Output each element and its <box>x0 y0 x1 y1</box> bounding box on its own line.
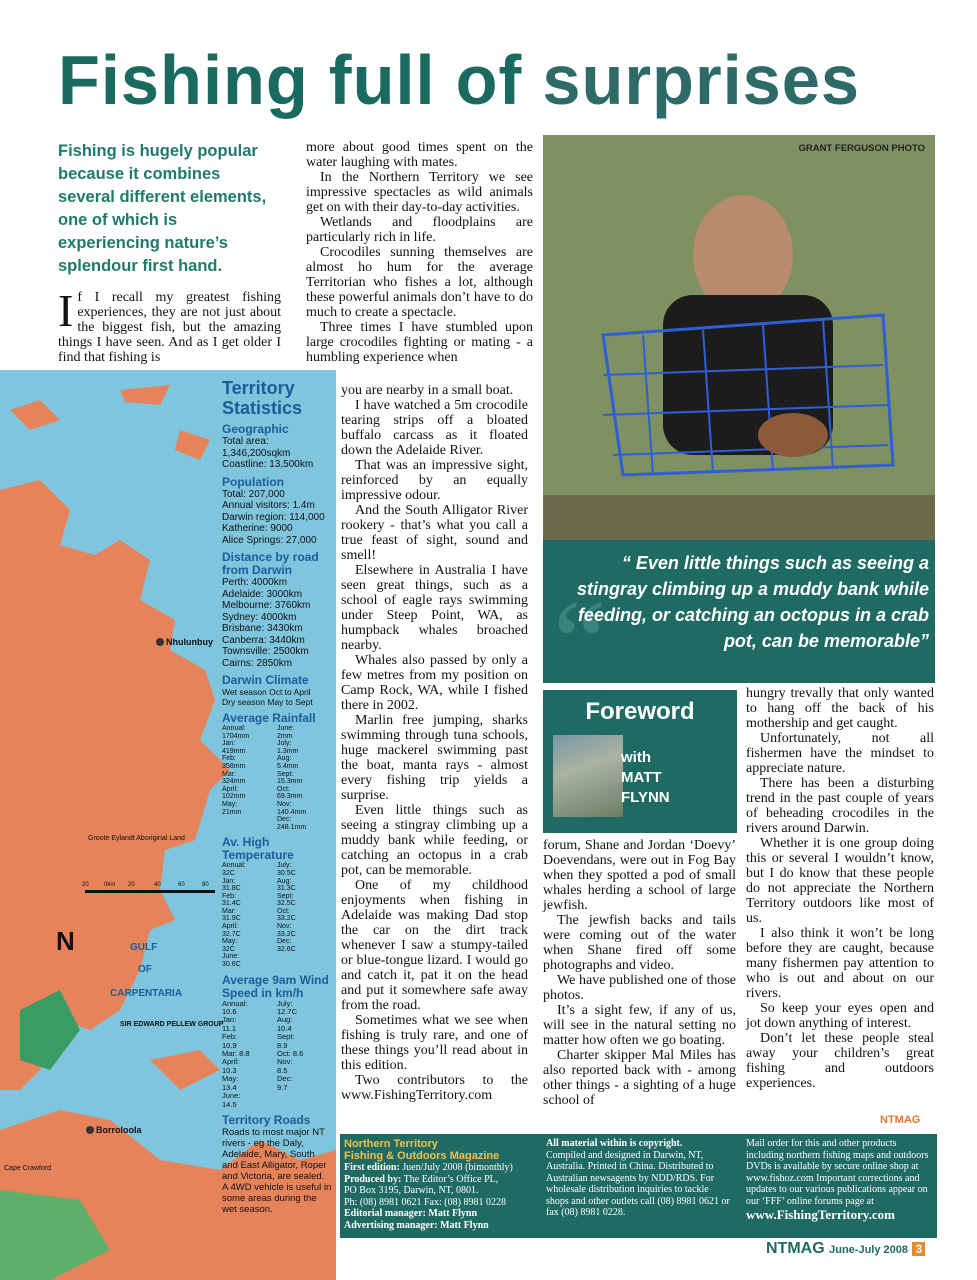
column-5 <box>746 686 934 1091</box>
produced-value: The Editor’s Office PL, <box>403 1173 499 1185</box>
col3-p: Elsewhere in Australia I have seen great things, such as a school of eagle rays swimming under Steep Point, WA, as humpback whales broached nearby. <box>341 563 528 653</box>
stats-title-1: Territory <box>222 378 295 398</box>
wind-cell: Jan: 11.1 <box>222 1015 237 1033</box>
wind-heading: Average 9am Wind Speed in km/h <box>222 972 329 1000</box>
page-number: 3 <box>912 1242 925 1256</box>
temp-cell: Dec: 32.6C <box>277 938 296 953</box>
headline <box>58 40 860 120</box>
dist-line: Cairns: 2850km <box>222 657 293 669</box>
pop-heading: Population <box>222 474 284 489</box>
wind-cell: May: 13.4 <box>222 1074 239 1092</box>
footer-issue: June-July 2008 <box>829 1244 908 1256</box>
dist-line: Brisbane: 3430km <box>222 623 303 634</box>
rain-cell: Mar: 324mm <box>222 770 246 786</box>
pellew-islands <box>150 1050 220 1090</box>
pop-line: Katherine: 9000 <box>222 523 293 534</box>
col3-p: Whales also passed by only a few metres from my position on Camp Rock, WA, while I fished there in 2002. <box>341 653 528 713</box>
intro-paragraph <box>58 285 281 365</box>
town-borroloola: Borroloola <box>96 1125 142 1135</box>
mag-name-2: Fishing & Outdoors Magazine <box>344 1150 500 1162</box>
rain-cell: Annual: <box>222 725 246 732</box>
geo-line: Total area: <box>222 436 269 447</box>
col3-p: One of my childhood enjoyments when fishing in Adelaide was making Dad stop the car on the dirt track whenever I saw a stumpy-tailed or blue-tongue lizard. I would go and catch it, pat it on the head and put it somewhere safe away from the road. <box>341 878 528 1013</box>
byline-author1: MATT <box>621 769 662 786</box>
dist-line: Melbourne: 3760km <box>222 600 311 611</box>
north-arrow-icon: N <box>56 926 75 956</box>
mail-order-text: Mail order for this and other products including northern fishing maps and outdoors DVDs is available by secure online shop at www.fishoz.com Important corrections and updates to our various publications appear on our ‘FFF’ online forums page at <box>746 1138 929 1207</box>
rain-cell: 1704mm <box>222 732 250 740</box>
label-carpentaria: CARPENTARIA <box>110 988 183 999</box>
byline-author2: FLYNN <box>621 789 670 806</box>
wind-cell: July: 12.7C <box>277 998 298 1017</box>
wind-cell: April: 10.3 <box>222 1057 240 1075</box>
col5-p: Don’t let these people steal away your children’s great fishing and outdoors experiences. <box>746 1031 934 1091</box>
editorial-manager: Editorial manager: Matt Flynn <box>344 1208 478 1219</box>
foreword-box <box>543 690 737 833</box>
quote-mark-icon: “ <box>553 575 607 683</box>
mag-name-1: Northern Territory <box>344 1138 438 1150</box>
pop-line: Alice Springs: 27,000 <box>222 534 317 546</box>
headline-part2: surprises <box>542 41 861 119</box>
wind-cell: June: 14.5 <box>222 1091 241 1109</box>
temp-cell: Annual: 32C <box>222 862 246 877</box>
temp-cell: May: 32C <box>222 938 238 953</box>
col3-p: That was an impressive sight, reinforced by an equally impressive odour. <box>341 458 528 503</box>
column-4 <box>543 838 736 1108</box>
town-groote: Groote Eylandt Aboriginal Land <box>88 835 185 842</box>
scale-tick: 20 <box>82 882 89 888</box>
rain-cell: Feb: 358mm <box>222 755 246 770</box>
wind-cell: Oct: 8.6 <box>277 1049 304 1059</box>
temp-cell: July: 30.5C <box>277 862 296 877</box>
crab-pot-photo <box>543 135 935 557</box>
pop-line: Total: 207,000 <box>222 488 285 500</box>
edition-label: First edition: <box>344 1162 400 1173</box>
geo-heading: Geographic <box>222 422 289 436</box>
wind-cell: Feb: 10.9 <box>222 1032 238 1050</box>
label-gulf: GULF <box>130 942 158 953</box>
wind-cell: Aug: 10.4 <box>277 1015 293 1033</box>
dist-line: Adelaide: 3000km <box>222 588 303 600</box>
foreword-byline <box>621 748 670 808</box>
scale-tick: 0km <box>104 882 116 888</box>
author-photo <box>553 735 623 817</box>
produced-label: Produced by: <box>344 1173 402 1185</box>
temp-cell: Nov: 33.2C <box>277 923 296 938</box>
col3-p: Sometimes what we see when fishing is truly rare, and one of these things you’ll read about in this edition. <box>341 1013 528 1073</box>
wind-table <box>222 1000 332 1109</box>
temp-cell: Sept: 32.5C <box>277 892 296 908</box>
col2-p5: Three times I have stumbled upon large crocodiles fighting or mating - a humbling experience when <box>306 320 533 365</box>
lead-paragraph: Fishing is hugely popular because it combines several different elements, one of which is experiencing nature’s splendour first hand. <box>58 142 267 275</box>
copyright-text: Compiled and designed in Darwin, NT, Australia. Printed in China. Distributed to Australian newsagents by NDD/RDS. For wholesale distribution inquiries to tackle shops and other outlets call (08) 8981 0621 or fax (08) 8981 0228. <box>546 1149 730 1218</box>
nhulunbuy-marker <box>156 638 164 646</box>
temp-cell: Feb: 31.4C <box>222 892 241 908</box>
temp-cell: Mar: 31.9C <box>222 907 241 923</box>
scale-tick: 40 <box>154 882 161 888</box>
edition-line <box>344 1162 539 1174</box>
col3-p: you are nearby in a small boat. <box>341 383 514 398</box>
rain-cell: May: 21mm <box>222 800 242 816</box>
dist-line: Perth: 4000km <box>222 577 288 588</box>
rain-cell: July: 1.3mm <box>277 740 299 755</box>
column-2 <box>306 140 533 365</box>
rain-cell: Jan: 419mm <box>222 740 246 755</box>
col2-p1: more about good times spent on the water laughing with mates. <box>306 140 533 170</box>
col5-p: There has been a disturbing trend in the past couple of years of beheading crocodiles in the rivers around Darwin. <box>746 776 934 836</box>
rain-cell: June: 2mm <box>277 725 295 740</box>
rain-cell: Sept: 15.3mm <box>277 770 303 786</box>
rain-cell: April: 102mm <box>222 785 246 801</box>
col3-p: Marlin free jumping, sharks swimming through tuna schools, huge mackerel swimming past the boat, manta rays - almost every fishing trip yields a surprise. <box>341 713 528 803</box>
column-3 <box>341 383 528 1103</box>
temp-cell: Aug: 31.3C <box>277 877 296 893</box>
advertising-manager: Advertising manager: Matt Flynn <box>344 1219 489 1231</box>
col5-p: hungry trevally that only wanted to hang off the back of his mothership and get caught. <box>746 686 934 731</box>
territory-statistics <box>222 378 332 1215</box>
col4-p: We have published one of those photos. <box>543 973 736 1003</box>
temp-heading: Av. High Temperature <box>222 835 294 863</box>
temp-table <box>222 862 332 968</box>
scale-tick: 20 <box>128 882 135 888</box>
foreword-title: Foreword <box>585 698 695 725</box>
rain-cell: Dec: 248.1mm <box>277 816 307 831</box>
temp-cell: June: 30.6C <box>222 953 241 969</box>
dist-line: Sydney: 4000km <box>222 611 297 623</box>
stats-title-2: Statistics <box>222 398 303 418</box>
scale-tick: 60 <box>178 882 185 888</box>
pop-line: Annual visitors: 1.4m <box>222 500 315 511</box>
ntmag-signoff: NTMAG <box>880 1114 921 1126</box>
temp-cell: Oct: 33.2C <box>277 907 296 923</box>
label-pellew: SIR EDWARD PELLEW GROUP <box>120 1021 224 1028</box>
temp-cell: Jan: 31.8C <box>222 877 241 893</box>
col4-p: It’s a sight few, if any of us, will see in the natural setting no matter how often we go boating. <box>543 1003 736 1048</box>
col5-p: Unfortunately, not all fishermen have the mindset to appreciate nature. <box>746 731 934 776</box>
footer-col-1 <box>344 1138 539 1231</box>
copyright-heading: All material within is copyright. <box>546 1138 683 1149</box>
pop-line: Darwin region: 114,000 <box>222 511 325 523</box>
wind-cell: Sept: 8.9 <box>277 1032 295 1050</box>
rain-cell: Oct: 69.3mm <box>277 785 303 801</box>
octopus <box>758 413 828 457</box>
geo-line: Coastline: 13,500km <box>222 459 314 470</box>
masthead-footer <box>340 1134 937 1238</box>
col5-p: I also think it won’t be long before they are caught, because many fishermen pay attention to who is out and about on our rivers. <box>746 926 934 1001</box>
pull-quote <box>543 540 935 683</box>
col2-p2: In the Northern Territory we see impressive spectacles as wild animals get on with their day-to-day activities. <box>306 170 533 215</box>
col3-p: Even little things such as seeing a stingray climbing up a muddy bank while feeding, or catching an octopus in a crab pot, can be memorable. <box>341 803 528 878</box>
scale-tick: 80 <box>202 882 209 888</box>
site-link[interactable]: www.FishingTerritory.com <box>746 1207 896 1222</box>
photo-credit: GRANT FERGUSON PHOTO <box>798 143 925 154</box>
northern-islands <box>10 385 210 460</box>
headline-part1: Fishing full of <box>58 41 523 119</box>
town-nhulunbuy: Nhulunbuy <box>166 637 213 647</box>
wind-cell: Dec: 9.7 <box>277 1074 293 1092</box>
footer-col-2 <box>546 1138 731 1219</box>
edition-value: Juen/July 2008 (bimonthly) <box>402 1162 513 1173</box>
page-footer <box>766 1240 925 1258</box>
col3-p: I have watched a 5m crocodile tearing strips off a bloated buffalo carcass as it floated down the Adelaide River. <box>341 398 528 458</box>
rain-cell: Aug: 5.4mm <box>277 755 299 770</box>
roads-heading: Territory Roads <box>222 1112 311 1127</box>
col5-p: So keep your eyes open and jot down anything of interest. <box>746 1001 934 1031</box>
geo-line: 1,346,200sqkm <box>222 447 291 459</box>
byline-with: with <box>621 749 651 766</box>
dist-heading: Distance by road from Darwin <box>222 550 319 577</box>
col4-p: The jewfish backs and tails were coming out of the water when Shane fired off some photographs and video. <box>543 913 736 973</box>
dist-line: Canberra: 3440km <box>222 634 305 646</box>
wind-cell: Mar: 8.8 <box>222 1049 250 1059</box>
photo-graphic <box>543 135 935 557</box>
intro-text: f I recall my greatest fishing experiences, they are not just about the biggest fish, but the amazing things I have seen. And as I get older I find that fishing is <box>58 290 281 365</box>
col4-p: Charter skipper Mal Miles has also reported back with - among other things - a sighting of a huge school of <box>543 1048 736 1108</box>
footer-mag: NTMAG <box>766 1240 825 1257</box>
town-cape-crawford: Cape Crawford <box>4 1165 52 1172</box>
temp-cell: April: 32.7C <box>222 923 241 938</box>
wind-cell: Annual: 10.6 <box>222 998 248 1017</box>
wind-cell: Nov: 8.5 <box>277 1057 293 1075</box>
climate-line: Dry season May to Sept <box>222 697 313 707</box>
col3-p: And the South Alligator River rookery - that’s what you call a true feast of sight, sound and smell! <box>341 503 528 563</box>
po-box: PO Box 3195, Darwin, NT, 0801. <box>344 1185 479 1196</box>
col4-p: forum, Shane and Jordan ‘Doevy’ Doevendans, were out in Fog Bay when they spotted a pod of small whales herding a school of large jewfish. <box>543 838 736 913</box>
col3-p: Two contributors to the www.FishingTerritory.com <box>341 1073 528 1103</box>
produced-line <box>344 1174 539 1186</box>
borroloola-marker <box>86 1126 94 1134</box>
col2-p3: Wetlands and floodplains are particularly rich in life. <box>306 215 533 245</box>
col5-p: Whether it is one group doing this or several I wouldn’t know, but I do know that these people do not appreciate the Northern Territory outdoors like most of us. <box>746 836 934 926</box>
roads-text: Roads to most major NT rivers - eg the Daly, Adelaide, Mary, South and East Alligator, Roper and Victoria, are sealed. A 4WD vehicle is useful in some areas during the wet season. <box>222 1126 332 1215</box>
climate-heading: Darwin Climate <box>222 673 309 687</box>
dist-line: Townsville: 2500km <box>222 646 309 657</box>
footer-col-3 <box>746 1138 932 1223</box>
rain-cell: Nov: 140.4mm <box>277 800 307 816</box>
label-of: OF <box>138 964 152 975</box>
scale-bar-line <box>85 890 215 893</box>
pull-quote-text: “ Even little things such as seeing a stingray climbing up a muddy bank while feeding, or catching an octopus in a crab pot, can be memorable” <box>576 553 929 651</box>
rain-heading: Average Rainfall <box>222 711 316 725</box>
rain-table <box>222 725 332 831</box>
dropcap: I <box>58 285 74 336</box>
col2-p4: Crocodiles sunning themselves are almost ho hum for the average Territorian who fishes a lot, although these powerful animals don’t have to do much to create a spectacle. <box>306 245 533 320</box>
phone-fax: Ph: (08) 8981 0621 Fax: (08) 8981 0228 <box>344 1196 506 1208</box>
climate-line: Wet season Oct to April <box>222 687 311 697</box>
